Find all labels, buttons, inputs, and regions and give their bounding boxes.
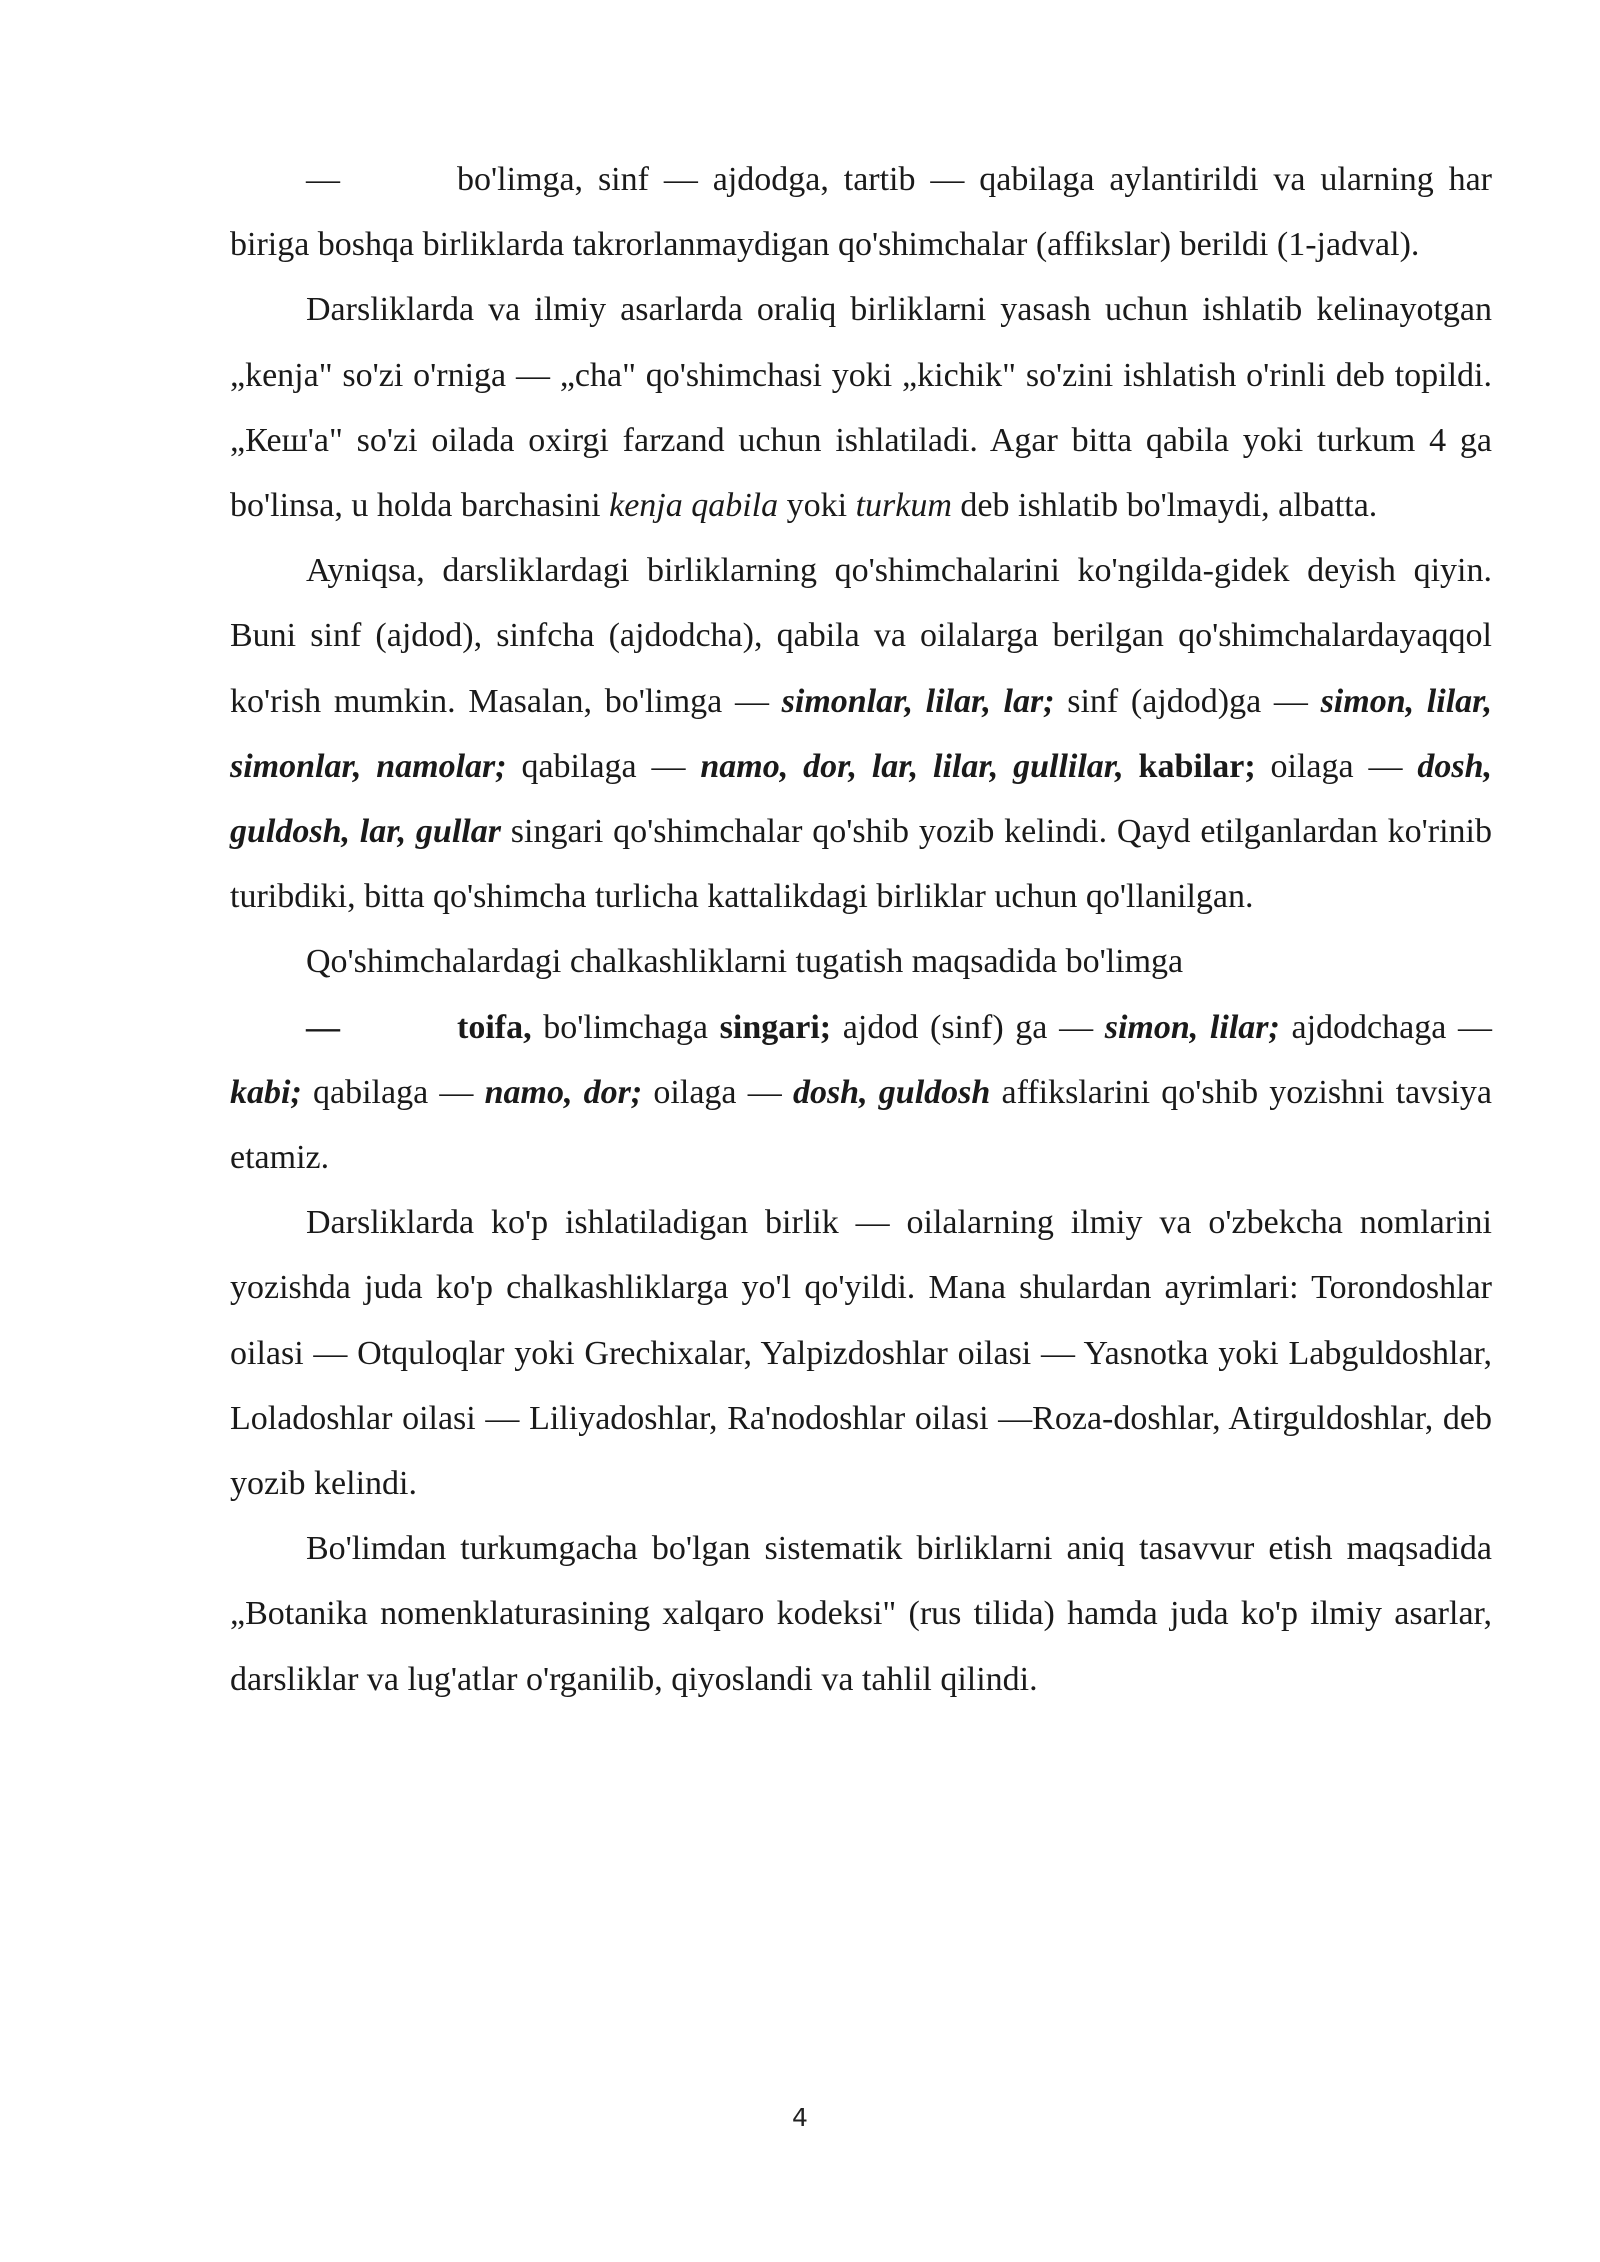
text-run: ajdod (sinf) ga — xyxy=(831,1008,1105,1046)
text-run: qabilaga — xyxy=(506,747,701,785)
bold-suffix: kabilar; xyxy=(1138,747,1256,785)
italic-term: turkum xyxy=(855,487,952,525)
leading-dash: — xyxy=(306,161,340,198)
bold-italic-suffixes: dosh, guldosh xyxy=(792,1073,991,1111)
text-run: ajdodchaga — xyxy=(1279,1008,1492,1046)
italic-term: kenja qabila xyxy=(609,487,779,525)
paragraph-4 xyxy=(230,929,1492,994)
bold-italic-suffixes: namo, dor; xyxy=(484,1073,643,1111)
text-run: oilaga — xyxy=(1255,747,1418,785)
bold-suffix: toifa, xyxy=(457,1008,532,1046)
paragraph-6-text: Darsliklarda ko'p ishlatiladigan birlik — oilalarning ilmiy va o'zbekcha nomlarini yozishda juda ko'p chalkashliklarga yo'l qo'yildi. Mana shulardan ayrimlari: Torondoshlar oilasi — Otquloqlar yoki Grechixalar, Yalpizdoshlar oilasi — Yasnotka yoki Labguldoshlar, Loladoshlar oilasi — Liliyadoshlar, Ra'nodoshlar oilasi —Roza-doshlar, Atirguldoshlar, deb yozib kelindi. xyxy=(230,1204,1492,1503)
page-number: 4 xyxy=(792,2103,808,2132)
text-run: affikslarini qo'shib yozishni tavsiya etamiz. xyxy=(230,1073,1493,1177)
text-run: qabilaga — xyxy=(301,1073,485,1111)
leading-dash: — xyxy=(306,1008,340,1046)
text-run xyxy=(1124,748,1139,785)
paragraph-3 xyxy=(230,538,1492,929)
text-run: sinf (ajdod)ga — xyxy=(1054,682,1321,720)
bold-italic-suffixes: simon, lilar; xyxy=(1104,1008,1280,1046)
text-run: Ayniqsa, darsliklardagi birliklarning qo'shimchalarini ko'ngilda-gidek deyish qiyin. Buni sinf (ajdod), sinfcha (ajdodcha), qabila va oilalarga berilgan qo'shimchalardayaqqol ko'rish mumkin. Masalan, bo'limga — xyxy=(230,552,1492,720)
paragraph-7 xyxy=(230,1516,1492,1712)
paragraph-5 xyxy=(230,995,1492,1191)
text-run: yoki xyxy=(778,487,856,525)
bold-suffix: singari; xyxy=(719,1008,832,1046)
bold-italic-suffixes: simonlar, lilar, lar; xyxy=(781,682,1055,720)
bold-italic-suffixes: kabi; xyxy=(230,1073,302,1111)
paragraph-1-text: bo'limga, sinf — ajdodga, tartib — qabilaga aylantirildi va ularning har biriga boshqa birliklarda takrorlanmaydigan qo'shimchalar (affikslar) berildi (1-jadval). xyxy=(230,161,1492,264)
bold-italic-suffixes: namo, dor, lar, lilar, gullilar, xyxy=(700,747,1124,785)
text-run: deb ishlatib bo'lmaydi, albatta. xyxy=(951,487,1378,525)
bold-italic-suffixes: simon, lilar, simonlar, namolar; xyxy=(230,682,1492,785)
text-run: Darsliklarda va ilmiy asarlarda oraliq birliklarni yasash uchun ishlatib kelinayotgan „kenja" so'zi o'rniga — „cha" qo'shimchasi yoki „kichik" so'zini ishlatish o'rinli deb topildi. „Кеш'a" so'zi oilada oxirgi farzand uchun ishlatiladi. Agar bitta qabila yoki turkum 4 ga bo'linsa, u holda barchasini xyxy=(230,291,1492,525)
paragraph-1 xyxy=(230,147,1492,277)
bold-italic-suffixes: dosh, guldosh, lar, gullar xyxy=(230,747,1493,851)
document-page xyxy=(230,147,1492,1712)
text-run: oilaga — xyxy=(642,1073,793,1111)
text-run: singari qo'shimchalar qo'shib yozib kelindi. Qayd etilganlardan ko'rinib turibdiki, bitta qo'shimcha turlicha kattalikdagi birliklar uchun qo'llanilgan. xyxy=(230,813,1492,916)
paragraph-6 xyxy=(230,1190,1492,1516)
paragraph-4-text: Qo'shimchalardagi chalkashliklarni tugatish maqsadida bo'limga xyxy=(306,943,1184,981)
text-run: bo'limchaga xyxy=(531,1008,720,1046)
paragraph-2 xyxy=(230,277,1492,538)
paragraph-7-text: Bo'limdan turkumgacha bo'lgan sistematik birliklarni aniq tasavvur etish maqsadida „Botanika nomenklaturasining xalqaro kodeksi" (rus tilida) hamda juda ko'p ilmiy asarlar, darsliklar va lug'atlar o'rganilib, qiyoslandi va tahlil qilindi. xyxy=(230,1530,1492,1698)
